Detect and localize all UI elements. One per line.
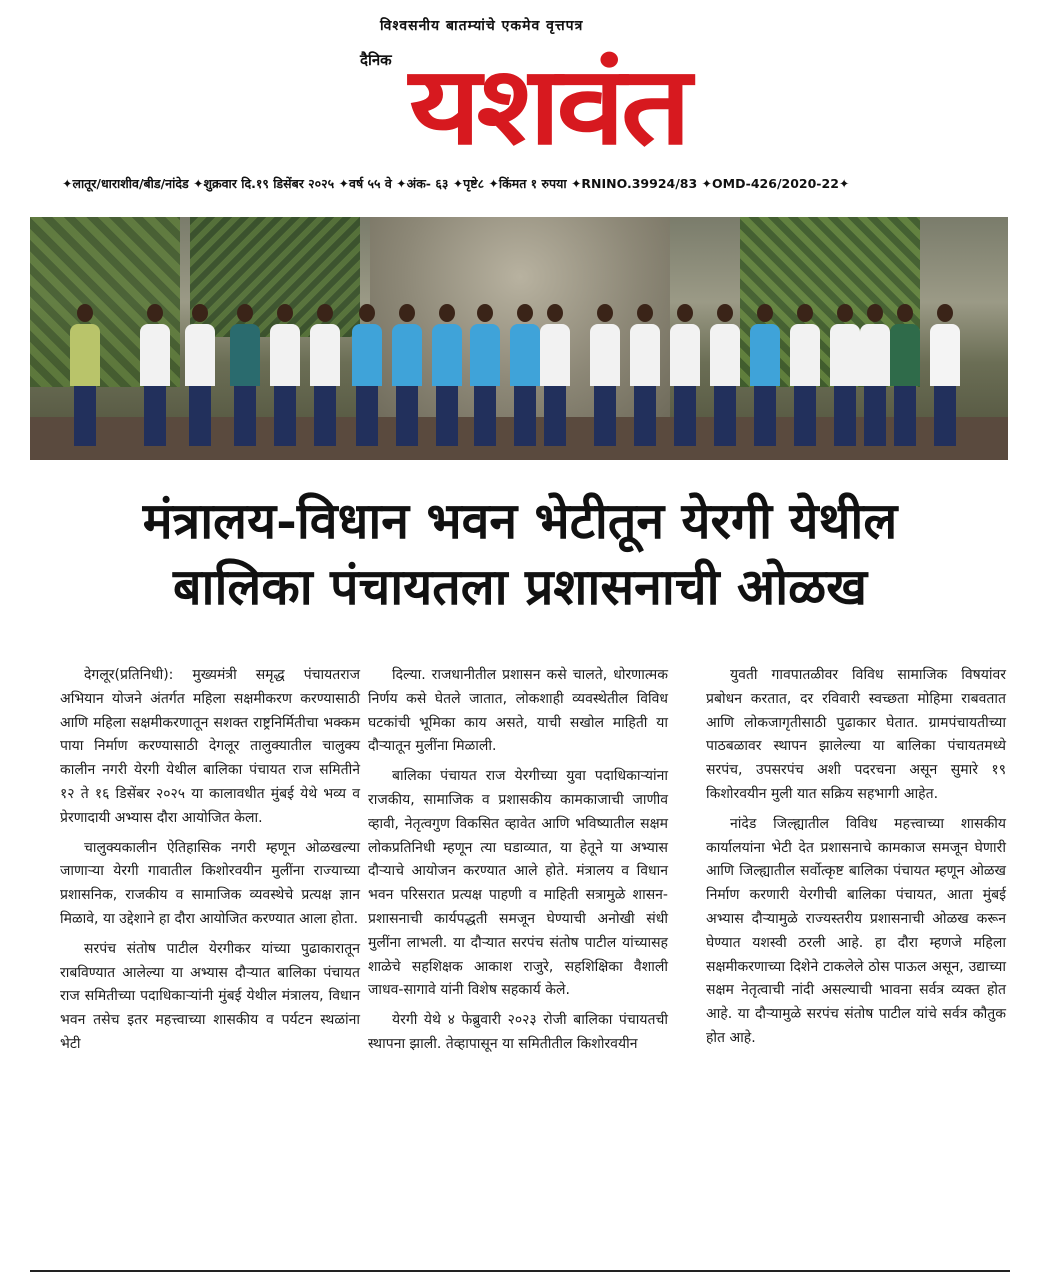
person-body — [750, 324, 780, 386]
photo-person — [310, 304, 340, 446]
masthead — [0, 0, 1040, 200]
person-head — [717, 304, 733, 322]
person-body — [432, 324, 462, 386]
photo-person — [750, 304, 780, 446]
article-column-1 — [60, 664, 360, 1063]
person-head — [192, 304, 208, 322]
person-legs — [934, 386, 956, 446]
person-legs — [864, 386, 886, 446]
person-legs — [436, 386, 458, 446]
article-headline — [30, 488, 1010, 620]
person-legs — [189, 386, 211, 446]
person-body — [185, 324, 215, 386]
person-body — [470, 324, 500, 386]
photo-person — [140, 304, 170, 446]
photo-person — [270, 304, 300, 446]
person-head — [477, 304, 493, 322]
person-head — [317, 304, 333, 322]
group-photo — [30, 217, 1008, 460]
photo-person — [590, 304, 620, 446]
person-head — [359, 304, 375, 322]
article-column-2 — [368, 664, 668, 1063]
person-body — [860, 324, 890, 386]
person-body — [890, 324, 920, 386]
person-legs — [234, 386, 256, 446]
person-body — [140, 324, 170, 386]
headline-line-1: मंत्रालय-विधान भवन भेटीतून येरगी येथील — [142, 491, 898, 550]
paragraph: नांदेड जिल्ह्यातील विविध महत्त्वाच्या शासकीय कार्यालयांना भेटी देत प्रशासनाचे कामकाज समजून घेणारी आणि जिल्ह्यातील सर्वोत्कृष्ट बालिका पंचायत म्हणून ओळख निर्माण करणारी येरगीची बालिका पंचायत, आता मुंबई अभ्यास दौऱ्यामुळे राज्यस्तरीय प्रशासनाची ओळख करून घेण्यात यशस्वी ठरली आहे. हा दौरा म्हणजे महिला सक्षमीकरणाच्या दिशेने टाकलेले ठोस पाऊल असून, उद्याच्या सक्षम नेतृत्वाची नांदी असल्याची भावना सर्वत्र व्यक्त होत आहे. या दौऱ्यामुळे सरपंच संतोष पाटील यांचे सर्वत्र कौतुक होत आहे. — [706, 815, 1006, 1046]
photo-person — [890, 304, 920, 446]
paragraph: सरपंच संतोष पाटील येरगीकर यांच्या पुढाकारातून राबविण्यात आलेल्या या अभ्यास दौऱ्यात बालिका पंचायत राज समितीच्या पदाधिकाऱ्यांनी मुंबई येथील मंत्रालय, विधान भवन तसेच इतर महत्त्वाच्या शासकीय व पर्यटन स्थळांना भेटी — [60, 940, 360, 1052]
person-legs — [514, 386, 536, 446]
photo-person — [70, 304, 100, 446]
person-head — [77, 304, 93, 322]
person-body — [310, 324, 340, 386]
headline-line-2: बालिका पंचायतला प्रशासनाची ओळख — [172, 557, 868, 616]
person-head — [757, 304, 773, 322]
person-head — [547, 304, 563, 322]
photo-person — [540, 304, 570, 446]
newspaper-logo: यशवंत — [409, 43, 687, 169]
person-legs — [714, 386, 736, 446]
person-head — [277, 304, 293, 322]
photo-person — [670, 304, 700, 446]
person-head — [867, 304, 883, 322]
photo-person — [432, 304, 462, 446]
photo-person — [230, 304, 260, 446]
photo-person — [392, 304, 422, 446]
person-body — [790, 324, 820, 386]
person-body — [670, 324, 700, 386]
photo-person — [185, 304, 215, 446]
photo-person — [790, 304, 820, 446]
person-head — [517, 304, 533, 322]
person-body — [930, 324, 960, 386]
paragraph: बालिका पंचायत राज येरगीच्या युवा पदाधिकाऱ्यांना राजकीय, सामाजिक व प्रशासकीय कामकाजाची जाणीव व्हावी, नेतृत्वगुण विकसित व्हावेत आणि भविष्यातील सक्षम लोकप्रतिनिधी म्हणून त्या घडाव्यात, या हेतूने या अभ्यास दौऱ्याचे आयोजन करण्यात आले होते. मंत्रालय व विधान भवन परिसरात प्रत्यक्ष पाहणी व माहिती सत्रामुळे शासन-प्रशासनाची कार्यपद्धती समजून घेण्याची अनोखी संधी मुलींना लाभली. या दौऱ्यात सरपंच संतोष पाटील यांच्यासह शाळेचे सहशिक्षक आकाश राजुरे, सहशिक्षिका वैशाली जाधव-सागावे यांनी विशेष सहकार्य केले. — [368, 768, 668, 999]
photo-person — [510, 304, 540, 446]
person-legs — [794, 386, 816, 446]
person-head — [837, 304, 853, 322]
person-head — [237, 304, 253, 322]
person-body — [540, 324, 570, 386]
photo-person — [930, 304, 960, 446]
person-body — [590, 324, 620, 386]
person-legs — [594, 386, 616, 446]
person-head — [677, 304, 693, 322]
person-legs — [674, 386, 696, 446]
person-head — [897, 304, 913, 322]
person-legs — [74, 386, 96, 446]
photo-person — [630, 304, 660, 446]
person-legs — [396, 386, 418, 446]
person-legs — [834, 386, 856, 446]
person-body — [270, 324, 300, 386]
paragraph: दिल्या. राजधानीतील प्रशासन कसे चालते, धोरणात्मक निर्णय कसे घेतले जातात, लोकशाही व्यवस्थेतील विविध घटकांची भूमिका काय असते, याची सखोल माहिती या दौऱ्यातून मुलींना मिळाली. — [368, 667, 668, 755]
person-legs — [274, 386, 296, 446]
person-legs — [356, 386, 378, 446]
masthead-tagline: विश्वसनीय बातम्यांचे एकमेव वृत्तपत्र — [380, 18, 584, 34]
person-body — [710, 324, 740, 386]
person-body — [830, 324, 860, 386]
person-legs — [544, 386, 566, 446]
person-head — [439, 304, 455, 322]
person-legs — [754, 386, 776, 446]
paragraph: चालुक्यकालीन ऐतिहासिक नगरी म्हणून ओळखल्या जाणाऱ्या येरगी गावातील किशोरवयीन मुलींना राज्याच्या प्रशासनिक, राजकीय व सामाजिक व्यवस्थेचे प्रत्यक्ष ज्ञान मिळावे, या उद्देशाने हा दौरा आयोजित करण्यात आला होता. — [60, 839, 360, 927]
person-head — [147, 304, 163, 322]
person-head — [937, 304, 953, 322]
person-body — [70, 324, 100, 386]
edition-info-line: ✦लातूर/धाराशीव/बीड/नांदेड ✦शुक्रवार दि.१९ डिसेंबर २०२५ ✦वर्ष ५५ वे ✦अंक- ६३ ✦पृष्टे८ ✦किंमत १ रुपया ✦RNINO.39924/83 ✦OMD-426/2020-22✦ — [62, 176, 850, 191]
person-legs — [634, 386, 656, 446]
masthead-dainik: दैनिक — [360, 51, 392, 69]
photo-person — [470, 304, 500, 446]
person-head — [399, 304, 415, 322]
bottom-rule — [30, 1270, 1010, 1272]
person-body — [630, 324, 660, 386]
photo-person — [860, 304, 890, 446]
person-legs — [474, 386, 496, 446]
person-head — [637, 304, 653, 322]
person-body — [352, 324, 382, 386]
person-head — [597, 304, 613, 322]
photo-person — [710, 304, 740, 446]
person-legs — [894, 386, 916, 446]
article-column-3 — [706, 664, 1006, 1057]
paragraph: देगलूर(प्रतिनिधी): मुख्यमंत्री समृद्ध पंचायतराज अभियान योजने अंतर्गत महिला सक्षमीकरण करण्यासाठी आणि महिला सक्षमीकरणातून सशक्त राष्ट्रनिर्मितीचा भक्कम पाया निर्माण करण्यासाठी देगलूर तालुक्यातील चालुक्य कालीन नगरी येरगी येथील बालिका पंचायत राज समितीने १२ ते १६ डिसेंबर २०२५ या कालावधीत मुंबई येथे भव्य व प्रेरणादायी अभ्यास दौरा आयोजित केला. — [60, 667, 360, 826]
paragraph: येरगी येथे ४ फेब्रुवारी २०२३ रोजी बालिका पंचायतची स्थापना झाली. तेव्हापासून या समितीतील किशोरवयीन — [368, 1012, 668, 1052]
person-legs — [314, 386, 336, 446]
person-body — [230, 324, 260, 386]
person-body — [392, 324, 422, 386]
person-legs — [144, 386, 166, 446]
paragraph: युवती गावपातळीवर विविध सामाजिक विषयांवर प्रबोधन करतात, दर रविवारी स्वच्छता मोहिमा राबवतात आणि लोकजागृतीसाठी पुढाकार घेतात. ग्रामपंचायतीच्या पाठबळावर स्थापन झालेल्या या बालिका पंचायतमध्ये सरपंच, उपसरपंच अशी पदरचना असून सुमारे १९ किशोरवयीन मुली यात सक्रिय सहभागी आहेत. — [706, 667, 1006, 802]
person-body — [510, 324, 540, 386]
photo-person — [830, 304, 860, 446]
person-head — [797, 304, 813, 322]
photo-person — [352, 304, 382, 446]
